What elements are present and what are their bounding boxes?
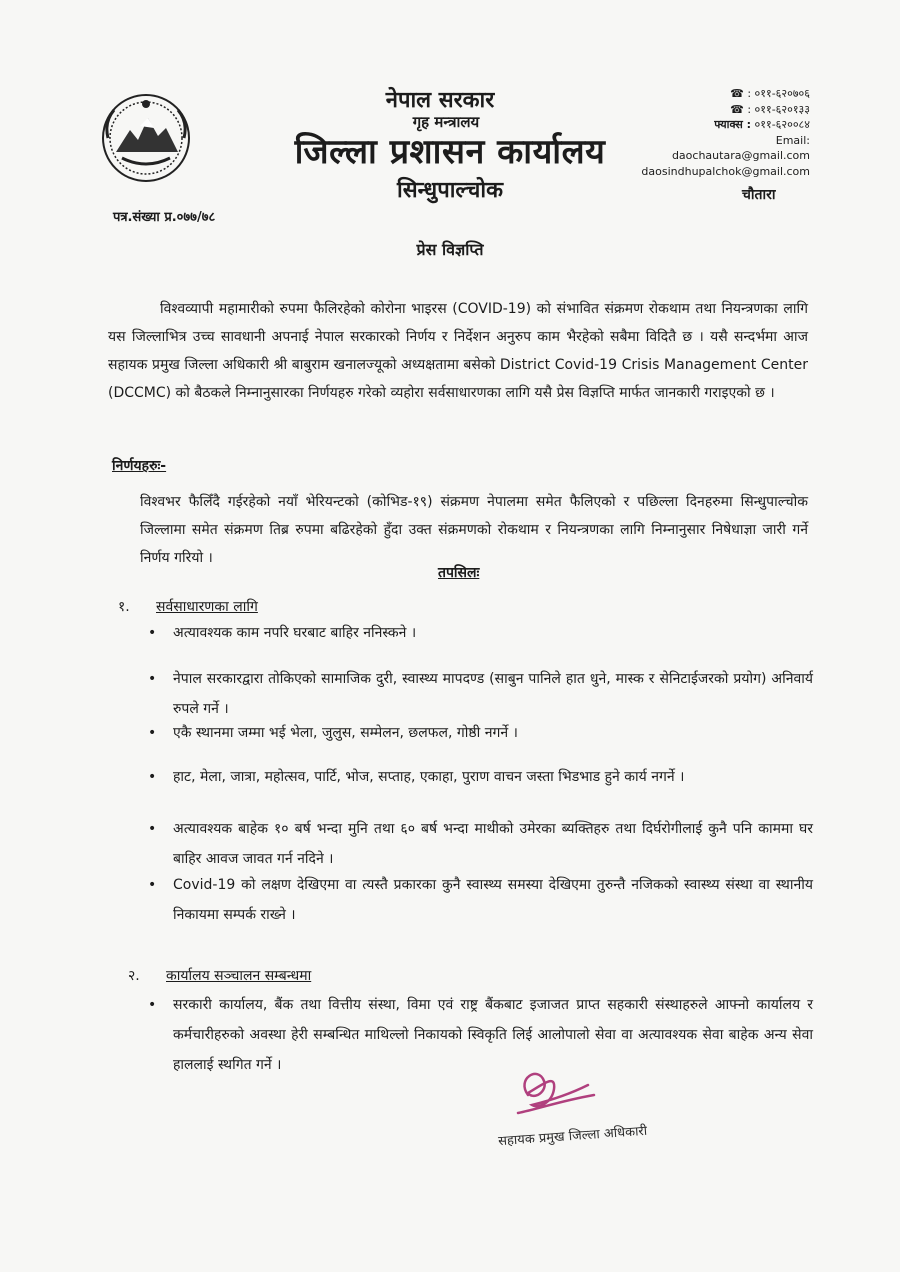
place-name: चौतारा: [742, 187, 776, 203]
list-item: • Covid-19 को लक्षण देखिएमा वा त्यस्तै प्रकारका कुनै स्वास्थ्य समस्या देखिएमा तुरुन्तै नजिकको स्वास्थ्य संस्था वा स्थानीय निकायमा सम्पर्क राख्ने ।: [148, 870, 813, 930]
contact-block: [640, 86, 810, 179]
decisions-heading: निर्णयहरुः-: [112, 458, 167, 474]
nepal-government-emblem-icon: [100, 92, 192, 184]
list-item: • सरकारी कार्यालय, बैंक तथा वित्तीय संस्था, विमा एवं राष्ट्र बैंकबाट इजाजत प्राप्त सहकारी संस्थाहरुले आफ्नो कार्यालय र कर्मचारीहरुको अवस्था हेरी सम्बन्धित माथिल्लो निकायको स्विकृति लिई आलोपालो सेवा वा अत्यावश्यक सेवा बाहेक अन्य सेवा हाललाई स्थगित गर्ने ।: [148, 990, 813, 1080]
bullet-dot: •: [148, 769, 157, 785]
email-line-2: daosindhupalchok@gmail.com: [641, 164, 810, 178]
bullet-dot: •: [148, 625, 157, 641]
section-1-heading: [118, 597, 258, 616]
section-2-heading: [128, 966, 311, 985]
details-heading: तपसिलः: [438, 565, 480, 581]
bullet-dot: •: [148, 997, 157, 1013]
ministry-name: गृह मन्त्रालय: [412, 113, 480, 131]
phone-icon: ☎ :: [730, 87, 755, 100]
section-title: कार्यालय सञ्चालन सम्बन्धमा: [166, 968, 312, 984]
list-item: • अत्यावश्यक काम नपरि घरबाट बाहिर ननिस्कने ।: [148, 618, 813, 648]
phone-icon: ☎ :: [730, 102, 755, 116]
government-name: नेपाल सरकार: [385, 87, 495, 113]
signatory-title: सहायक प्रमुख जिल्ला अधिकारी: [497, 1123, 648, 1150]
section-title: सर्वसाधारणका लागि: [156, 599, 258, 615]
reference-number: पत्र.संख्या प्र.०७७/७८: [113, 210, 216, 225]
letterhead: [255, 84, 645, 204]
bullet-dot: •: [148, 821, 157, 837]
signature-mark: [498, 1055, 608, 1135]
email-line-1: Email: daochautara@gmail.com: [671, 133, 810, 162]
phone-line-1: ☎ : ०११-६२०७०६: [730, 87, 810, 100]
bullet-dot: •: [148, 877, 157, 893]
district-name: सिन्धुपाल्चोक: [397, 177, 503, 203]
list-item: • नेपाल सरकारद्वारा तोकिएको सामाजिक दुरी, स्वास्थ्य मापदण्ड (साबुन पानिले हात धुने, मास्क र सेनिटाईजरको प्रयोग) अनिवार्य रुपले गर्ने ।: [148, 664, 813, 724]
bullet-dot: •: [148, 671, 157, 687]
section-number: २.: [128, 968, 140, 984]
phone-line-2: ☎ : ०११-६२०१३३: [730, 102, 810, 116]
list-item: • अत्यावश्यक बाहेक १० बर्ष भन्दा मुनि तथा ६० बर्ष भन्दा माथीको उमेरका ब्यक्तिहरु तथा दिर्घरोगीलाई कुनै पनि काममा घर बाहिर आवज जावत गर्न नदिने ।: [148, 814, 813, 874]
list-item: • हाट, मेला, जात्रा, महोत्सव, पार्टि, भोज, सप्ताह, एकाहा, पुराण वाचन जस्ता भिडभाड हुने कार्य नगर्ने ।: [148, 762, 813, 792]
fax-line: फ्याक्स : ०११-६२००८४: [714, 118, 810, 131]
page-title: प्रेस विज्ञप्ति: [416, 240, 484, 259]
office-name: जिल्ला प्रशासन कार्यालय: [294, 132, 606, 172]
section-number: १.: [118, 599, 130, 615]
intro-paragraph: विश्वव्यापी महामारीको रुपमा फैलिरहेको कोरोना भाइरस (COVID-19) को संभावित संक्रमण रोकथाम तथा नियन्त्रणका लागि यस जिल्लाभित्र उच्च सावधानी अपनाई नेपाल सरकारको निर्णय र निर्देशन अनुरुप काम भैरहेको सबैमा विदितै छ । यसै सन्दर्भमा आज सहायक प्रमुख जिल्ला अधिकारी श्री बाबुराम खनालज्यूको अध्यक्षतामा बसेको District Covid-19 Crisis Management Center (DCCMC) को बैठकले निम्नानुसारका निर्णयहरु गरेको व्यहोरा सर्वसाधारणका लागि यसै प्रेस विज्ञप्ति मार्फत जानकारी गराइएको छ ।: [108, 301, 808, 401]
list-item: • एकै स्थानमा जम्मा भई भेला, जुलुस, सम्मेलन, छलफल, गोष्ठी नगर्ने ।: [148, 718, 813, 748]
decisions-paragraph: विश्वभर फैलिँदै गईरहेको नयाँ भेरियन्टको (कोभिड-१९) संक्रमण नेपालमा समेत फैलिएको र पछिल्ला दिनहरुमा सिन्धुपाल्चोक जिल्लामा समेत संक्रमण तिब्र रुपमा बढिरहेको हुँदा उक्त संक्रमणको रोकथाम र नियन्त्रणका लागि निम्नानुसार निषेधाज्ञा जारी गर्ने निर्णय गरियो ।: [140, 494, 808, 566]
bullet-dot: •: [148, 725, 157, 741]
